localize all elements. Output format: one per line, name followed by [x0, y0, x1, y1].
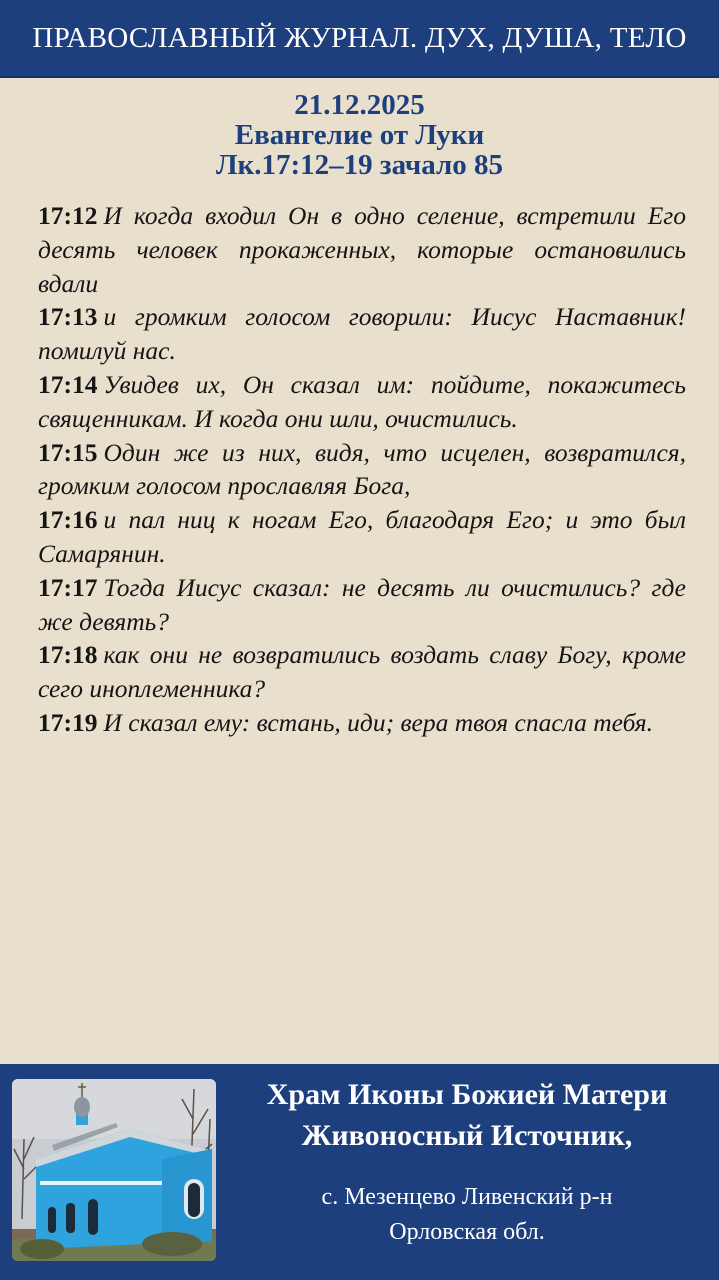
verse-list — [38, 199, 686, 740]
verse — [38, 706, 686, 740]
verse — [38, 638, 686, 706]
verse-text: Один же из них, видя, что исцелен, возвратился, громким голосом прославляя Бога, — [38, 437, 686, 501]
verse-text: Увидев их, Он сказал им: пойдите, покажитесь священникам. И когда они шли, очистились. — [38, 369, 686, 433]
verse-number: 17:19 — [38, 707, 98, 737]
header-bar — [0, 0, 719, 78]
verse — [38, 503, 686, 571]
verse-number: 17:18 — [38, 640, 98, 670]
temple-name-line-1: Храм Иконы Божией Матери — [266, 1078, 668, 1111]
verse — [38, 436, 686, 504]
verse-text: и пал ниц к ногам Его, благодаря Его; и это был Самарянин. — [38, 505, 686, 568]
church-illustration — [12, 1079, 216, 1261]
verse-number: 17:17 — [38, 572, 98, 602]
temple-name — [222, 1074, 712, 1156]
reading-heading — [0, 90, 719, 180]
journal-title: ПРАВОСЛАВНЫЙ ЖУРНАЛ. ДУХ, ДУША, ТЕЛО — [32, 21, 687, 54]
location-line-1: с. Мезенцево Ливенский р-н — [321, 1184, 613, 1210]
verse-text: как они не возвратились воздать славу Богу, кроме сего иноплеменника? — [38, 640, 686, 704]
church-photo — [12, 1079, 216, 1261]
reading-date: 21.12.2025 — [294, 89, 425, 121]
temple-location — [222, 1180, 712, 1250]
location-line-2: Орловская обл. — [389, 1219, 545, 1245]
verse-number: 17:15 — [38, 437, 98, 467]
footer-bar — [0, 1064, 719, 1280]
verse — [38, 300, 686, 368]
verse-text: Тогда Иисус сказал: не десять ли очистились? где же девять? — [38, 572, 686, 636]
verse-text: И сказал ему: встань, иди; вера твоя спасла тебя. — [103, 707, 654, 737]
verse — [38, 571, 686, 639]
reading-reference: Лк.17:12–19 зачало 85 — [215, 149, 504, 181]
reading-book: Евангелие от Луки — [234, 119, 485, 151]
verse-number: 17:14 — [38, 369, 98, 399]
verse — [38, 199, 686, 300]
verse-number: 17:13 — [38, 302, 98, 332]
verse-text: И когда входил Он в одно селение, встретили Его десять человек прокаженных, которые остановились вдали — [38, 201, 686, 298]
verse-number: 17:12 — [38, 201, 98, 230]
verse-number: 17:16 — [38, 505, 98, 535]
verse — [38, 368, 686, 436]
verse-text: и громким голосом говорили: Иисус Наставник! помилуй нас. — [38, 302, 686, 366]
temple-name-line-2: Живоносный Источник, — [301, 1119, 633, 1152]
